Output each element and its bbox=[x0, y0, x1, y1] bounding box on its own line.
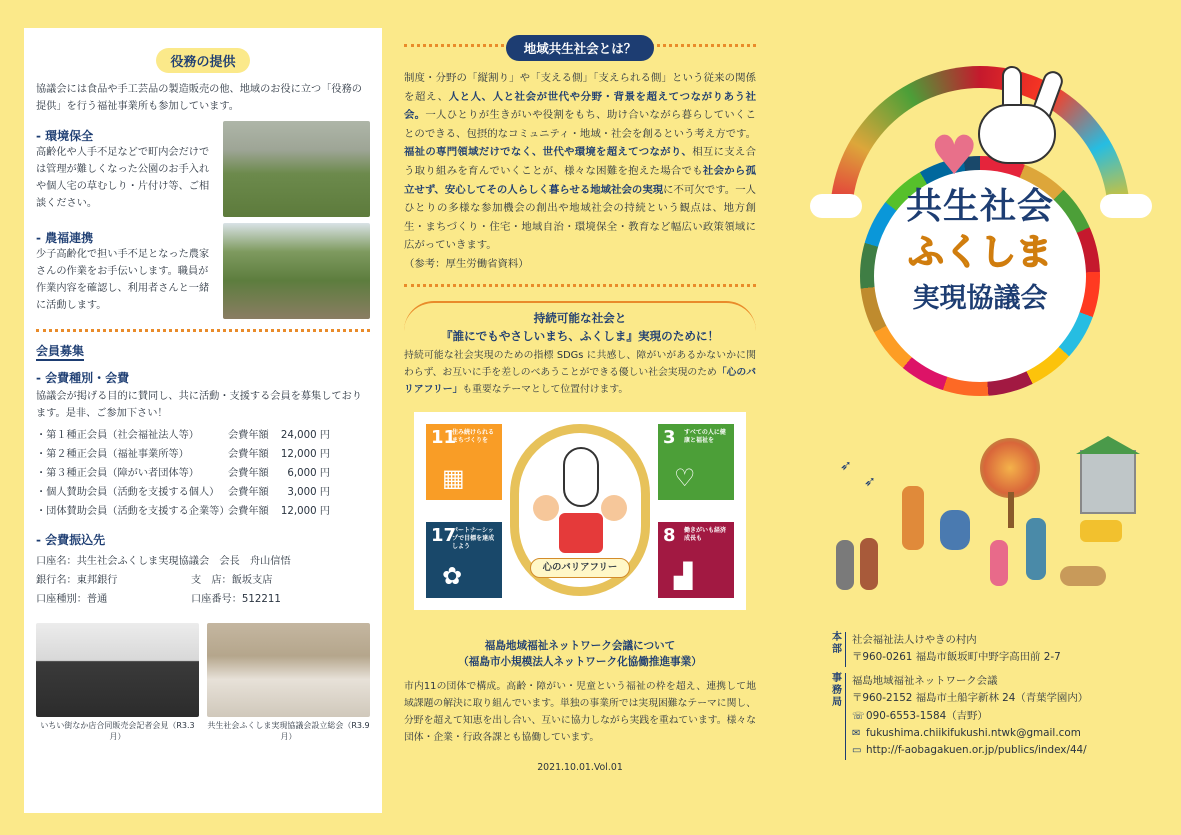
photo-park-cleanup bbox=[223, 121, 370, 217]
member-head: 会員募集 bbox=[36, 342, 84, 361]
sdg-illustration bbox=[414, 412, 746, 610]
tree-trunk bbox=[1008, 492, 1014, 528]
tree-icon bbox=[980, 438, 1040, 498]
sdg-tile-11: 11 住み続けられるまちづくりを ▦ bbox=[426, 424, 502, 500]
office-label: 事務局 bbox=[832, 673, 846, 760]
photo-general-meeting bbox=[207, 623, 370, 717]
hq-label: 本部 bbox=[832, 632, 846, 667]
heartbeat-icon: ♡ bbox=[674, 463, 696, 492]
service-title: 役務の提供 bbox=[156, 48, 249, 73]
network-heading: 福島地域福祉ネットワーク会議について （福島市小規模法人ネットワーク化協働推進事業） bbox=[458, 639, 702, 668]
person-icon bbox=[836, 540, 854, 590]
phone-number: 090-6553-1584（吉野） bbox=[866, 709, 988, 722]
fee-head: - 会費種別・会費 bbox=[36, 371, 130, 385]
fee-row: ・第１種正会員（社会福祉法人等） 会費年額 24,000 円 bbox=[36, 430, 330, 441]
service-intro: 協議会には食品や手工芸品の製造販売の他、地域のお役に立つ「役務の提供」を行う福祉事業所も参加しています。 bbox=[36, 84, 362, 112]
sdg-heading: 持続可能な社会と 『誰にでもやさしいまち、ふくしま』実現のために！ bbox=[404, 301, 756, 345]
mail-icon: ✉ bbox=[852, 728, 861, 740]
wheelchair-icon bbox=[940, 510, 970, 550]
website-url[interactable]: http://f-aobagakuen.or.jp/publics/index/44/ bbox=[866, 744, 1087, 757]
rabbit-mascot bbox=[978, 104, 1056, 164]
growth-chart-icon: ▟ bbox=[674, 561, 693, 590]
building-icon bbox=[1080, 450, 1136, 514]
fee-row: ・団体賛助会員（活動を支援する企業等） 会費年額 12,000 円 bbox=[36, 506, 330, 517]
bird-icon: ➶ bbox=[840, 458, 852, 474]
right-panel bbox=[790, 20, 1170, 820]
divider bbox=[36, 329, 370, 332]
bank-info bbox=[36, 552, 370, 609]
heart-icon: ♥ bbox=[930, 124, 979, 187]
city-icon: ▦ bbox=[442, 463, 465, 492]
photo-press-conference bbox=[36, 623, 199, 717]
rabbit-character bbox=[563, 447, 599, 507]
office-address: 〒960-2152 福島市土船字新林 24（青葉学園内） bbox=[852, 692, 1089, 705]
fee-intro: 協議会が掲げる目的に賛同し、共に活動・支援する会員を募集しております。是非、ご参加下さい！ bbox=[36, 391, 362, 419]
sdg-tile-3: 3 すべての人に健康と福祉を ♡ bbox=[658, 424, 734, 500]
logo-title-3: 実現協議会 bbox=[912, 283, 1048, 314]
dog-icon bbox=[1060, 566, 1106, 586]
env-head: - 環境保全 bbox=[36, 129, 94, 143]
person-icon bbox=[533, 495, 559, 521]
bank-head: - 会費振込先 bbox=[36, 533, 106, 547]
phone-icon: ☏ bbox=[852, 710, 865, 722]
office-name: 福島地域福祉ネットワーク会議 bbox=[852, 674, 998, 687]
bank-number: 口座番号：512211 bbox=[191, 594, 281, 605]
hq-address: 〒960-0261 福島市飯坂町中野字高田前 2-7 bbox=[852, 651, 1061, 664]
agri-text: 少子高齢化で担い手不足となった農家さんの作業をお手伝いします。職員が作業内容を確認し、利用者さんと一緒に活動します。 bbox=[36, 249, 210, 311]
bank-name: 銀行名：東邦銀行 bbox=[36, 575, 118, 586]
left-panel bbox=[24, 28, 382, 813]
bank-type: 口座種別：普通 bbox=[36, 594, 108, 605]
sdg-tile-17: 17 パートナーシップで目標を達成しよう ✿ bbox=[426, 522, 502, 598]
photo-orchard bbox=[223, 223, 370, 319]
bank-branch: 支 店：飯坂支店 bbox=[191, 575, 273, 586]
fee-row: ・第３種正会員（障がい者団体等） 会費年額 6,000 円 bbox=[36, 468, 330, 479]
flower-icon: ✿ bbox=[442, 561, 463, 590]
env-text: 高齢化や人手不足などで町内会だけでは管理が難しくなった公園のお手入れや個人宅の草むしり・片付け等、ご相談ください。 bbox=[36, 147, 210, 209]
caption-press: いちい街なか店合同販売会記者会見（R3.3月） bbox=[40, 721, 195, 741]
bird-icon: ➶ bbox=[864, 474, 876, 490]
fee-row: ・第２種正会員（福祉事業所等） 会費年額 12,000 円 bbox=[36, 449, 330, 460]
car-icon bbox=[1080, 520, 1122, 542]
what-title: 地域共生社会とは？ bbox=[506, 35, 655, 61]
barrier-free-label: 心のバリアフリー bbox=[530, 558, 630, 578]
fee-table bbox=[36, 426, 370, 521]
middle-panel bbox=[404, 34, 756, 773]
pc-icon: ▭ bbox=[852, 745, 862, 757]
logo bbox=[830, 66, 1130, 406]
issue-volume: 2021.10.01.Vol.01 bbox=[537, 761, 623, 773]
email-address[interactable]: fukushima.chiikifukushi.ntwk@gmail.com bbox=[866, 727, 1081, 740]
child-icon bbox=[990, 540, 1008, 586]
person-icon bbox=[601, 495, 627, 521]
community-illustration bbox=[830, 430, 1150, 620]
person-icon bbox=[902, 486, 924, 550]
agri-head: - 農福連携 bbox=[36, 231, 94, 245]
person-icon bbox=[860, 538, 878, 590]
logo-title-2: ふくしま bbox=[907, 232, 1052, 273]
network-text: 市内11の団体で構成。高齢・障がい・児童という福祉の枠を超え、連携して地域課題の解決に取り組んでいます。単独の事業所では実現困難なテーマに関し、分野を超えて知恵を出し合い、互いに協力しながら実践を重ねています。様々な団体・企業・行政各課とも協働しています。 bbox=[404, 680, 756, 743]
what-text: 制度・分野の「縦割り」や「支える側」「支えられる側」という従来の関係を超え、人と人、人と社会が世代や分野・背景を超えてつながりあう社会。一人ひとりが生きがいや役割をもち、助け合いながら暮らしていくことのできる、包摂的なコミュニティ・地域・社会を創るという考え方です。福祉の専門領域だけでなく、世代や環境を超えてつながり、相互に支え合う取り組みを育んでいくことが、様々な困難を抱えた場合でも社会から孤立せず、安心してその人らしく暮らせる地域社会の実現に不可欠です。一人ひとりの多様な参加機会の創出や地域社会の持続という観点は、地方創生・まちづくり・住宅・地域自治・環境保全・教育など幅広い政策領域に広がっていきます。 （参考：厚生労働省資料） bbox=[404, 72, 757, 270]
rabbit-body bbox=[559, 513, 603, 553]
person-icon bbox=[1026, 518, 1046, 580]
bank-account-name: 口座名：共生社会ふくしま実現協議会 会長 舟山信悟 bbox=[36, 556, 291, 567]
fee-row: ・個人賛助会員（活動を支援する個人） 会費年額 3,000 円 bbox=[36, 487, 330, 498]
sdg-text: 持続可能な社会実現のための指標 SDGs に共感し、障がいがあるかないかに関わらず、お互いに手を差しのべあうことができる優しい社会実現のため「心のバリアフリー」も重要なテーマとして位置付けます。 bbox=[404, 349, 757, 395]
sdg-tile-8: 8 働きがいも経済成長も ▟ bbox=[658, 522, 734, 598]
contact-info bbox=[832, 632, 1162, 760]
caption-meeting: 共生社会ふくしま実現協議会設立総会（R3.9月） bbox=[207, 721, 370, 741]
logo-title-1: 共生社会 bbox=[905, 186, 1054, 227]
hq-name: 社会福祉法人けやきの村内 bbox=[852, 634, 977, 646]
roof-icon bbox=[1076, 436, 1140, 454]
